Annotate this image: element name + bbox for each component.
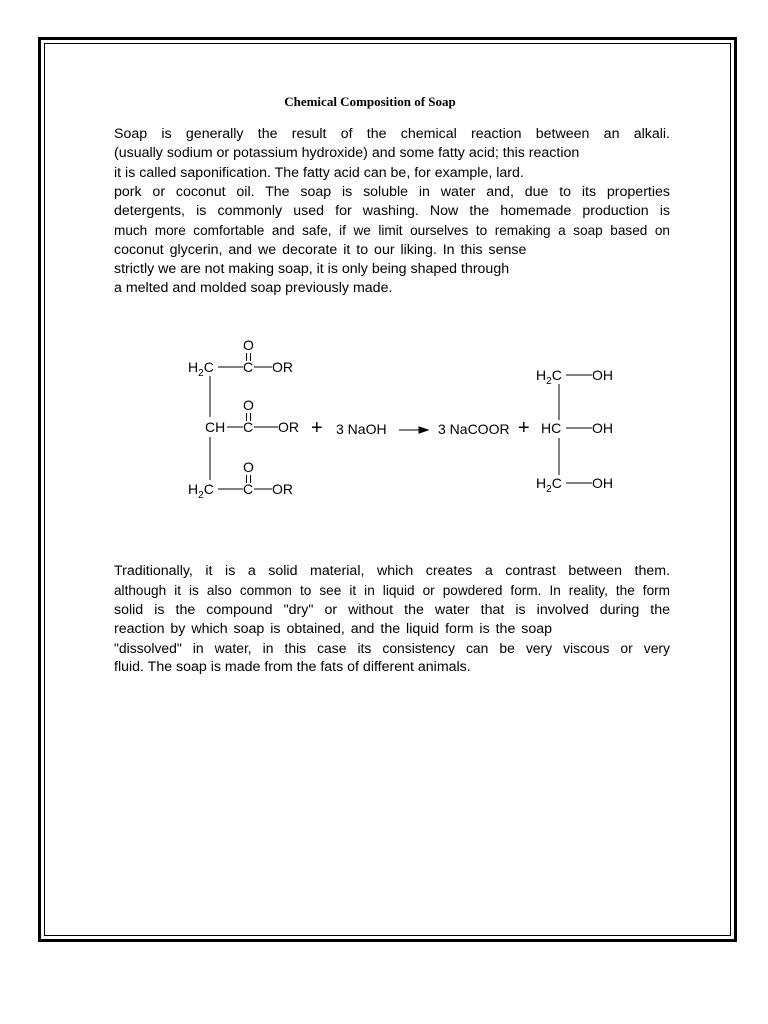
text-line: Soap is generally the result of the chemical reaction between an alkali. [114,126,670,142]
ester-or-bottom: OR [272,481,293,497]
text-line: coconut glycerin, and we decorate it to our liking. In this sense [114,241,527,258]
triglyceride-middle-ester [205,397,299,435]
glycerol-oh-middle: OH [592,420,613,436]
triglyceride-bottom-ester [188,459,293,501]
text-line: strictly we are not making soap, it is only being shaped through [114,261,510,278]
text-line: Traditionally, it is a solid material, which creates a contrast between them. [114,563,670,579]
glycerol-ch-middle: HC [541,420,562,436]
ester-carbon-bottom: C [243,481,254,497]
paragraph-forms [114,562,670,678]
glycerol-oh-top: OH [592,367,613,383]
reaction-arrow-head [419,427,428,433]
text-line: "dissolved" in water, in this case its consistency can be very viscous or very [114,640,670,657]
glycerol-molecule [536,367,613,495]
carbonyl-oxygen-middle: O [243,397,254,413]
ch-middle: CH [205,419,226,435]
plus-sign-1: + [311,417,323,439]
plus-sign-2: + [518,417,530,439]
text-line: it is called saponification. The fatty acid can be, for example, lard. [114,164,524,181]
text-line: reaction by which soap is obtained, and the liquid form is the soap [114,620,553,637]
triglyceride-top-ester [188,337,293,379]
text-line: much more comfortable and safe, if we limit ourselves to remaking a soap based on [114,223,670,239]
carbonyl-oxygen-top: O [243,337,254,353]
text-line: fluid. The soap is made from the fats of different animals. [114,659,471,676]
text-line: pork or coconut oil. The soap is soluble in water and, due to its properties [114,183,670,200]
glycerol-oh-bottom: OH [592,475,613,491]
product-sodium-salt: 3 NaCOOR [438,421,510,437]
ester-or-middle: OR [278,419,299,435]
ch2-top-h: $H_2C$ [188,359,214,379]
ester-carbon-top: C [243,359,254,375]
ester-carbon-middle: C [243,419,254,435]
glycerol-ch2-bottom: $H_2C$ [536,475,562,495]
text-line: detergents, is commonly used for washing. Now the homemade production is [114,203,670,220]
text-line: although it is also common to see it in liquid or powdered form. In reality, the form [114,583,670,599]
ch2-bottom-h: $H_2C$ [188,481,214,501]
ester-or-top: OR [272,359,293,375]
carbonyl-oxygen-bottom: O [243,459,254,475]
text-line: (usually sodium or potassium hydroxide) and some fatty acid; this reaction [114,145,580,162]
text-line: solid is the compound "dry" or without the water that is involved during the [114,601,670,618]
reagent-naoh: 3 NaOH [336,421,387,437]
page-title: Chemical Composition of Soap [284,94,456,109]
glycerol-ch2-top: $H_2C$ [536,367,562,387]
text-line: a melted and molded soap previously made. [114,280,393,297]
